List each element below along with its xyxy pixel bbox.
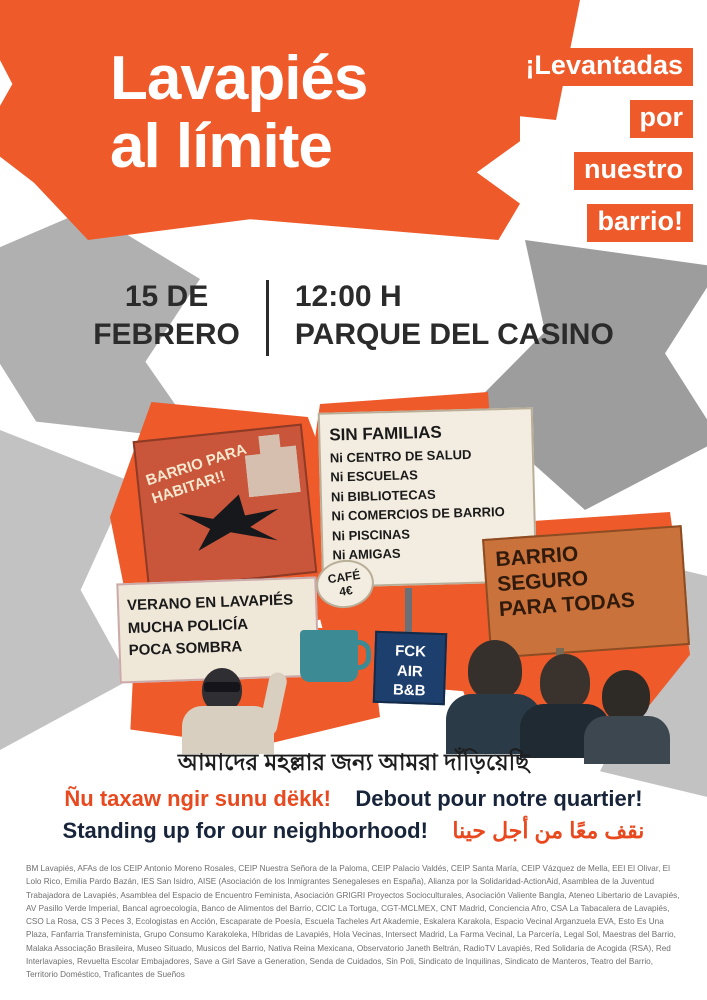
placard-line: MUCHA POLICÍA <box>127 615 249 637</box>
slogan-word-2: por <box>630 100 694 138</box>
placard-line: AIR <box>396 662 424 680</box>
event-month: FEBRERO <box>93 317 240 351</box>
placard-line: VERANO EN LAVAPIÉS <box>126 591 294 615</box>
organizations-credits: BM Lavapiés, AFAs de los CEIP Antonio Moreno Rosales, CEIP Nuestra Señora de la Paloma, CEIP Palacio Valdés, CEIP Santa María, CEIP Vázquez de Mella, EEI El Olivar, El Lolo Rico, Emilia Pardo Bazán, IES San Isidro, AISE (Asociación de los Inmigrantes Senegaleses en España), Alianza por la Solidaridad-ActionAid, Asamblea de la Juventud Trabajadora de Lavapiés, Asamblea del Espacio de Encuentro Feminista, Asociación GRIGRI Proyectos Socioculturales, Asociación Valiente Bangla, Ateneo Libertario de Lavapiés, AV Pasillo Verde Imperial, Bancal agroecología, Banco de Alimentos del Barrio, CCIC La Tortuga, CGT-MCLMEX, CNT Madrid, Conciencia Afro, CSA La Tabacalera de Lavapiés, CSO La Rosa, CS 3 Peces 3, Ecologistas en Acción, Escaparate de Poesía, Escuela Tacheles Art Akademie, Eskalera Karakola, Espacio Vecinal Arganzuela EVA, Esto Es Una Plaza, Fanfarria Transfeminista, Grupo Consumo Karakoleka, Híbridas de Lavapiés, Hola Vecinas, Intersect Madrid, La Farma Vecinal, La Parcería, Legal Sol, Maestras del Barrio, Malaka Associação Brasileira, Museo Situado, Musicos del Barrio, Nativa Reina Mexicana, Observatorio Janeth Beltrán, RadioTV Lavapiés, Red Solidaria de Acogida (RSA), Red Interlavapies, Revuelta Escolar Embajadores, Save a Girl Save a Generation, Senda de Cuidados, Sin Poli, Sindicato de Inquilinas, Sindicato de Manteros, Teatro del Barrio, Territorio Doméstico, Traficantes de Sueños <box>26 864 680 980</box>
sunglasses-icon <box>204 682 240 692</box>
placard-line: Ni COMERCIOS DE BARRIO <box>331 503 505 524</box>
photo-collage <box>0 392 707 747</box>
event-details <box>0 278 707 356</box>
placard-barrio-habitar <box>133 424 318 591</box>
placard-line: Ni ESCUELAS <box>330 467 419 485</box>
slogan-wolof: Ñu taxaw ngir sunu dëkk! <box>64 785 331 811</box>
protester-silhouette <box>584 670 670 752</box>
event-day: 15 DE <box>124 280 209 313</box>
event-place <box>295 278 614 354</box>
placard-line: B&B <box>392 681 426 700</box>
event-date <box>93 278 240 354</box>
protester-silhouette <box>168 660 288 750</box>
title-line-1: Lavapiés <box>110 44 368 113</box>
slogan-english: Standing up for our neighborhood! <box>62 818 428 844</box>
placard-line: Ni BIBLIOTECAS <box>330 486 436 505</box>
slogan-row-1 <box>0 785 707 814</box>
slogan-word-3: nuestro <box>574 152 693 190</box>
placard-line: BARRIO <box>494 542 579 572</box>
event-location: PARQUE DEL CASINO <box>294 317 614 351</box>
event-time: 12:00 H <box>294 280 402 313</box>
vertical-divider <box>266 280 269 356</box>
slogan-row-2 <box>0 817 707 846</box>
head-shape <box>540 654 590 710</box>
placard-line: CAFÉ <box>326 567 362 587</box>
placard-line: SEGURO <box>496 566 589 596</box>
multilingual-slogans <box>0 748 707 846</box>
swallow-icon <box>177 491 282 555</box>
placard-fck-airbnb <box>373 631 447 705</box>
slogan-bengali: আমাদের মহল্লার জন্য আমরা দাঁড়িয়েছি <box>177 749 530 775</box>
placard-barrio-seguro <box>482 525 690 659</box>
placard-heading: SIN FAMILIAS <box>329 422 442 445</box>
poster-title <box>110 44 510 181</box>
head-shape <box>468 640 522 700</box>
placard-text: BARRIO PARA HABITAR!! <box>143 440 249 508</box>
head-shape <box>602 670 650 722</box>
slogan-french: Debout pour notre quartier! <box>355 785 643 811</box>
coffee-mug-icon <box>300 630 358 682</box>
placard-line: PARA TODAS <box>498 588 636 621</box>
placard-line: Ni PISCINAS <box>331 525 411 544</box>
placard-line: Ni CENTRO DE SALUD <box>329 446 472 466</box>
title-line-2: al límite <box>110 112 332 181</box>
placard-line: 4€ <box>338 583 354 600</box>
placard-line: Ni AMIGAS <box>332 545 401 563</box>
placard-line: FCK <box>394 642 427 661</box>
body-shape <box>182 706 274 754</box>
placard-line: POCA SOMBRA <box>128 638 243 660</box>
slogan-word-1: ¡Levantadas <box>515 48 693 86</box>
slogan-word-4: barrio! <box>587 204 693 242</box>
slogan-arabic: نقف معًا من أجل حينا <box>452 818 645 844</box>
